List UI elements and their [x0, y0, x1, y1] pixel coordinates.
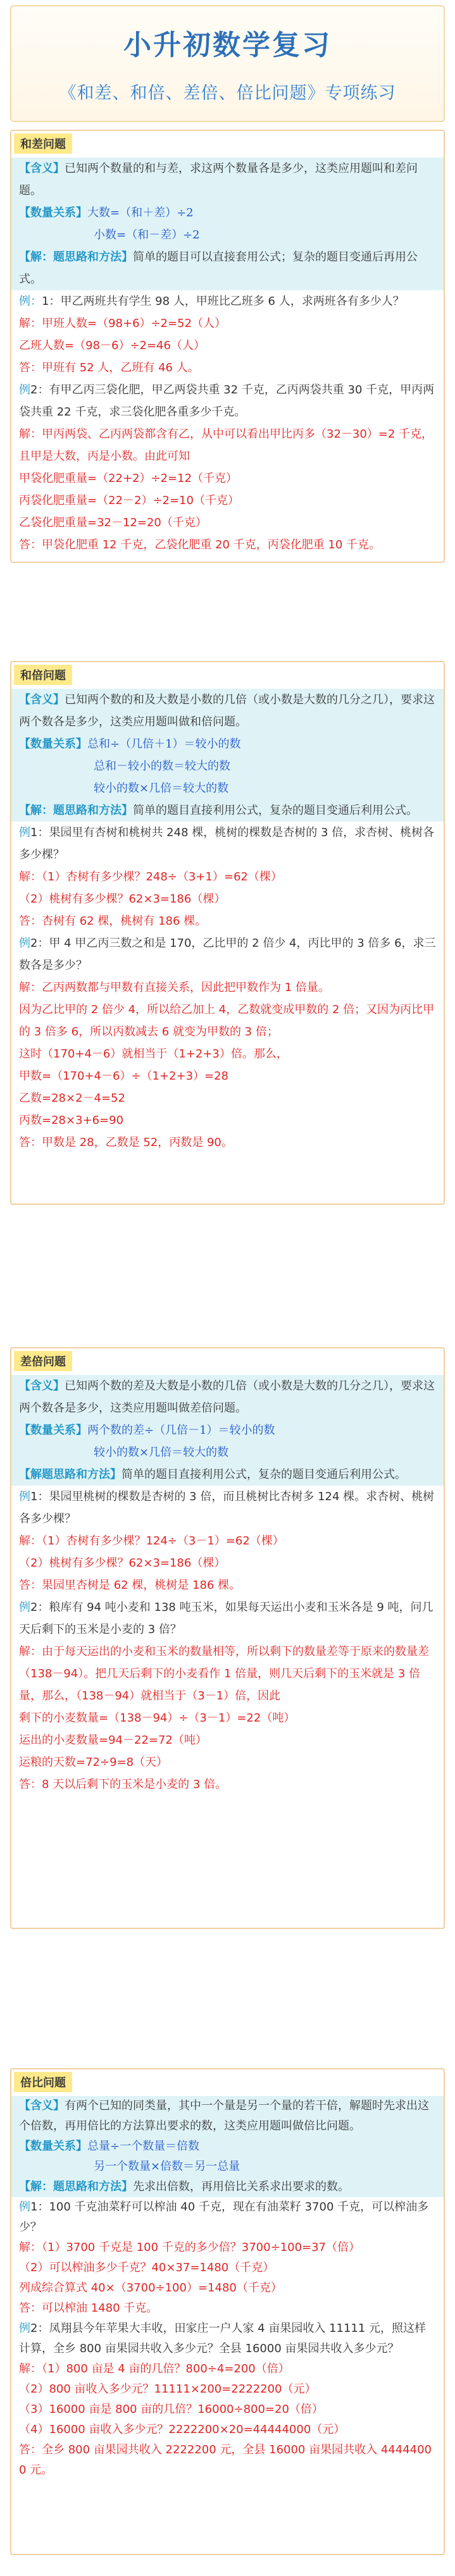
- section-title: 和差问题: [14, 133, 72, 154]
- section-hecha: [10, 130, 445, 563]
- solution-line: 解：甲班人数=（98+6）÷2=52（人）: [19, 317, 227, 330]
- meaning-text: 【含义】已知两个数量的和与差，求这两个数量各是多少，这类应用题叫和差问题。: [11, 157, 444, 202]
- solution-line: 丙数=28×3+6=90: [19, 1114, 124, 1127]
- answer-line: 答：可以榨油 1480 千克。: [19, 2302, 158, 2315]
- example-question: 例2：凤翔县今年苹果大丰收，田家庄一户人家 4 亩果园收入 11111 元，照这样计算，全乡 800 亩果园共收入多少元？全县 16000 亩果园共收入多少元？: [19, 2322, 427, 2355]
- solution-line: 剩下的小麦数量=（138－94）÷（3－1）=22（吨）: [19, 1711, 296, 1725]
- solution-line: 甲袋化肥重量=（22+2）÷2=12（千克）: [19, 472, 238, 485]
- solution-line: 乙班人数=（98－6）÷2=46（人）: [19, 339, 205, 352]
- example-question: 例1：果园里有杏树和桃树共 248 棵，桃树的棵数是杏树的 3 倍，求杏树、桃树各多少棵？: [19, 826, 435, 861]
- solution-line: （3）16000 亩是 800 亩的几倍？16000÷800=20（倍）: [19, 2403, 323, 2416]
- section-title: 和倍问题: [14, 665, 72, 685]
- answer-line: 答：全乡 800 亩果园共收入 2222200 元，全县 16000 亩果园共收入 44444000 元。: [19, 2443, 432, 2477]
- example-question: 例1：果园里桃树的棵数是杏树的 3 倍，而且桃树比杏树多 124 棵。求杏树、桃树各多少棵？: [19, 1490, 435, 1525]
- section-hebei: [10, 661, 445, 1205]
- solution-line: （4）16000 亩收入多少元？2222200×20=44444000（元）: [19, 2423, 346, 2436]
- relation-line: 另一个数量×倍数＝另一总量: [11, 2157, 444, 2177]
- solution-line: （2）800 亩收入多少元？11111×200=2222200（元）: [19, 2382, 316, 2396]
- solution-line: 因为乙比甲的 2 倍少 4，所以给乙加上 4，乙数就变成甲数的 2 倍；又因为丙比甲的 3 倍多 6，所以丙数减去 6 就变为甲数的 3 倍；: [19, 1003, 435, 1038]
- solution-line: 运出的小麦数量=94－22=72（吨）: [19, 1734, 207, 1747]
- method-text: 【解：题思路和方法】简单的题目直接利用公式，复杂的题目变通后利用公式。: [11, 799, 444, 822]
- meaning-text: 【含义】已知两个数的差及大数是小数的几倍（或小数是大数的几分之几），要求这两个数各是多少，这类应用题叫做差倍问题。: [11, 1375, 444, 1419]
- section-beibi: [10, 2068, 445, 2555]
- relation-line: 小数=（和－差）÷2: [11, 224, 444, 246]
- method-text: 【解：题思路和方法】先求出倍数，再用倍比关系求出要求的数。: [11, 2177, 444, 2197]
- solution-line: 乙数=28×2－4=52: [19, 1092, 125, 1105]
- solution-line: 解：由于每天运出的小麦和玉米的数量相等，所以剩下的数量差等于原来的数量差（138－94）。把几天后剩下的小麦看作 1 倍量，则几天后剩下的玉米就是 3 倍量，那么，（138－94）就相当于（3－1）倍，因此: [19, 1645, 429, 1703]
- solution-line: 解：乙丙两数都与甲数有直接关系，因此把甲数作为 1 倍量。: [19, 981, 330, 994]
- solution-line: 解：（1）杏树有多少棵？124÷（3－1）=62（棵）: [19, 1534, 284, 1548]
- answer-line: 答：甲数是 28，乙数是 52，丙数是 90。: [19, 1136, 233, 1149]
- solution-line: 解：（1）800 亩是 4 亩的几倍？800÷4=200（倍）: [19, 2362, 290, 2376]
- relation-line: 较小的数×几倍＝较大的数: [11, 1441, 444, 1464]
- relation-line: 【数量关系】总和÷（几倍＋1）＝较小的数: [11, 733, 444, 755]
- relation-line: 较小的数×几倍＝较大的数: [11, 777, 444, 799]
- example-question: 例2：有甲乙丙三袋化肥，甲乙两袋共重 32 千克，乙丙两袋共重 30 千克，甲丙两袋共重 22 千克，求三袋化肥各重多少千克。: [19, 383, 435, 419]
- relation-line: 【数量关系】总量÷一个数量＝倍数: [11, 2136, 444, 2157]
- solution-line: 解：（1）3700 千克是 100 千克的多少倍？3700÷100=37（倍）: [19, 2241, 361, 2254]
- section-title: 差倍问题: [14, 1351, 72, 1371]
- method-text: 【解：题思路和方法】简单的题目可以直接套用公式；复杂的题目变通后再用公式。: [11, 246, 444, 290]
- section-title: 倍比问题: [14, 2072, 72, 2092]
- example-question: 例1：100 千克油菜籽可以榨油 40 千克，现在有油菜籽 3700 千克，可以榨油多少？: [19, 2200, 429, 2234]
- answer-line: 答：杏树有 62 棵，桃树有 186 棵。: [19, 915, 207, 928]
- solution-line: 解：（1）杏树有多少棵？248÷（3+1）=62（棵）: [19, 870, 282, 884]
- solution-line: （2）可以榨油多少千克？40×37=1480（千克）: [19, 2261, 275, 2274]
- answer-line: 答：甲袋化肥重 12 千克，乙袋化肥重 20 千克，丙袋化肥重 10 千克。: [19, 538, 381, 552]
- method-text: 【解题思路和方法】简单的题目直接利用公式，复杂的题目变通后利用公式。: [11, 1464, 444, 1486]
- solution-line: 列成综合算式 40×（3700÷100）=1480（千克）: [19, 2281, 282, 2295]
- solution-line: 丙袋化肥重量=（22－2）÷2=10（千克）: [19, 494, 239, 507]
- solution-line: 甲数=（170+4－6）÷（1+2+3）=28: [19, 1069, 229, 1083]
- solution-line: 乙袋化肥重量=32－12=20（千克）: [19, 516, 207, 529]
- solution-line: 这时（170+4－6）就相当于（1+2+3）倍。那么，: [19, 1047, 288, 1061]
- answer-line: 答：甲班有 52 人，乙班有 46 人。: [19, 361, 199, 374]
- answer-line: 答：8 天以后剩下的玉米是小麦的 3 倍。: [19, 1778, 227, 1791]
- page-subtitle: 《和差、和倍、差倍、倍比问题》专项练习: [59, 83, 396, 103]
- answer-line: 答：果园里杏树是 62 棵，桃树是 186 棵。: [19, 1579, 241, 1592]
- meaning-text: 【含义】有两个已知的同类量，其中一个量是另一个量的若干倍，解题时先求出这个倍数，再用倍比的方法算出要求的数，这类应用题叫做倍比问题。: [11, 2096, 444, 2136]
- solution-line: 运粮的天数=72÷9=8（天）: [19, 1756, 168, 1769]
- relation-line: 【数量关系】两个数的差÷（几倍－1）＝较小的数: [11, 1419, 444, 1441]
- example-question: 例2：粮库有 94 吨小麦和 138 吨玉米，如果每天运出小麦和玉米各是 9 吨，问几天后剩下的玉米是小麦的 3 倍？: [19, 1601, 433, 1636]
- solution-line: （2）桃树有多少棵？62×3=186（棵）: [19, 1556, 226, 1570]
- example-question: 例：1：甲乙两班共有学生 98 人，甲班比乙班多 6 人，求两班各有多少人？: [19, 295, 404, 308]
- relation-line: 【数量关系】大数=（和＋差）÷2: [11, 202, 444, 224]
- page-title: 小升初数学复习: [123, 29, 332, 61]
- meaning-text: 【含义】已知两个数的和及大数是小数的几倍（或小数是大数的几分之几），要求这两个数各是多少，这类应用题叫做和倍问题。: [11, 689, 444, 733]
- solution-line: 解：甲丙两袋、乙丙两袋都含有乙，从中可以看出甲比丙多（32－30）=2 千克，且甲是大数，丙是小数。由此可知: [19, 428, 433, 463]
- relation-line: 总和－较小的数＝较大的数: [11, 755, 444, 777]
- solution-line: （2）桃树有多少棵？62×3=186（棵）: [19, 892, 226, 906]
- title-banner: [10, 5, 445, 122]
- example-question: 例2：甲 4 甲乙丙三数之和是 170，乙比甲的 2 倍少 4，丙比甲的 3 倍多 6，求三数各是多少？: [19, 937, 436, 972]
- section-chabei: [10, 1347, 445, 1929]
